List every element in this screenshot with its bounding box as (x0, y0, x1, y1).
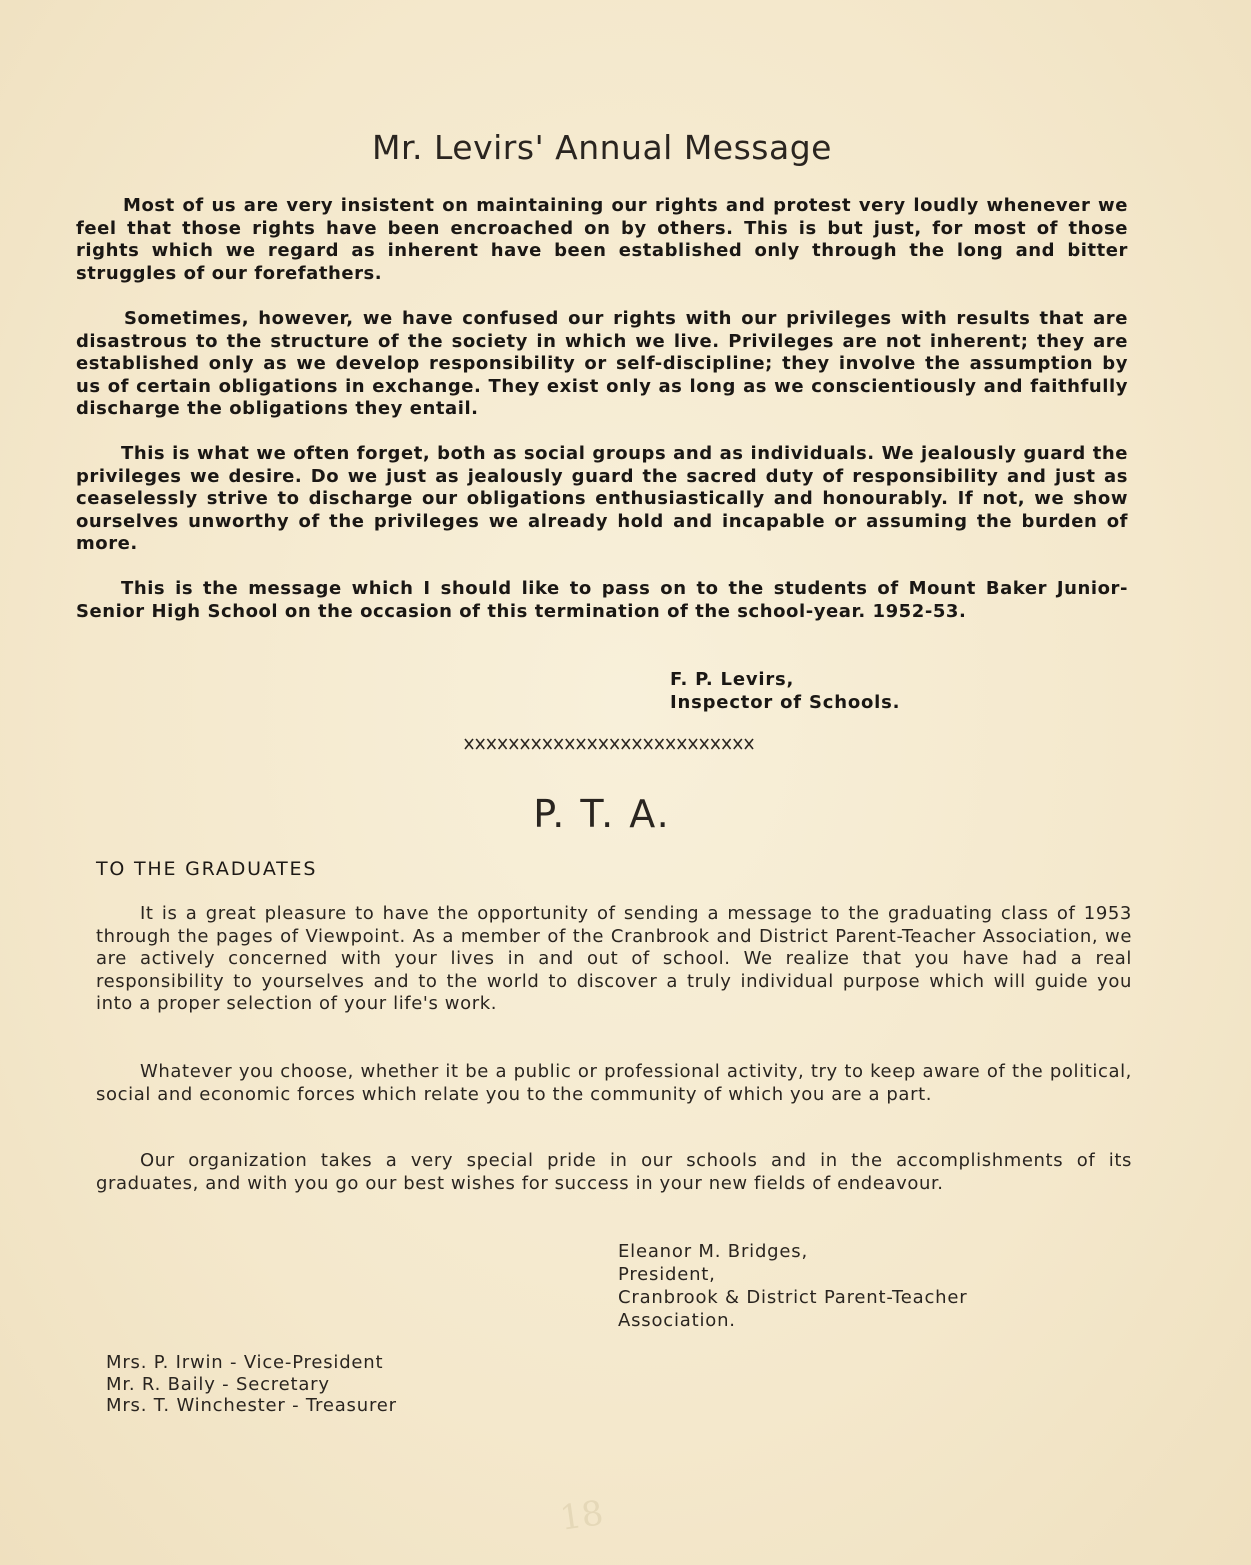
officer-list (106, 1352, 397, 1417)
article-signature (670, 668, 900, 714)
pta-paragraph: Whatever you choose, whether it be a public or professional activity, try to keep aware of the political, social and economic forces which relate you to the community of which you are a part. (96, 1061, 1132, 1105)
article-paragraph: This is what we often forget, both as social groups and as individuals. We jealously guard the privileges we desire. Do we just as jealously guard the sacred duty of responsibility and just as ceaselessly strive to discharge our obligations enthusiastically and honourably. If not, we show ourselves unworthy of the privileges we already hold and incapable or assuming the burden of more. (76, 443, 1128, 554)
article-title: Mr. Levirs' Annual Message (372, 128, 832, 167)
officer-entry: Mrs. P. Irwin - Vice-President (106, 1352, 384, 1373)
article-paragraph: This is the message which I should like to pass on to the students of Mount Baker Junior-Senior High School on the occasion of this termination of the school-year. 1952-53. (76, 578, 1128, 622)
pta-title: P. T. A. (533, 792, 671, 836)
officer-entry: Mr. R. Baily - Secretary (106, 1373, 330, 1395)
signature-role: President, (618, 1264, 716, 1285)
decorative-divider (463, 737, 756, 751)
article-paragraph: Most of us are very insistent on maintaining our rights and protest very loudly whenever we feel that those rights have been encroached on by others. This is but just, for most of those rights which we regard as inherent have been established only through the long and bitter struggles of our forefathers. (76, 195, 1128, 284)
page-number: 18 (557, 1493, 606, 1539)
article-paragraph: Sometimes, however, we have confused our rights with our privileges with results that are disastrous to the structure of the society in which we live. Privileges are not inherent; they are established only as we develop responsibility or self-discipline; they involve the assumption by us of certain obligations in exchange. They exist only as long as we conscientiously and faithfully discharge the obligations they entail. (76, 308, 1128, 419)
signature-title: Inspector of Schools. (670, 692, 901, 713)
signature-name: F. P. Levirs, (670, 669, 795, 690)
signature-organization: Cranbrook & District Parent-Teacher (618, 1287, 968, 1308)
officer-entry: Mrs. T. Winchester - Treasurer (106, 1395, 397, 1416)
section-heading: TO THE GRADUATES (96, 858, 318, 880)
pta-paragraph: It is a great pleasure to have the opportunity of sending a message to the graduating class of 1953 through the pages of Viewpoint. As a member of the Cranbrook and District Parent-Teacher Association, we are actively concerned with your lives in and out of school. We realize that you have had a real responsibility to yourselves and to the world to discover a truly individual purpose which will guide you into a proper selection of your life's work. (96, 903, 1132, 1014)
signature-name: Eleanor M. Bridges, (618, 1241, 808, 1262)
pta-signature (618, 1240, 967, 1332)
signature-organization: Association. (618, 1310, 736, 1331)
pta-paragraph: Our organization takes a very special pride in our schools and in the accomplishments of its graduates, and with you go our best wishes for success in your new fields of endeavour. (96, 1150, 1132, 1194)
